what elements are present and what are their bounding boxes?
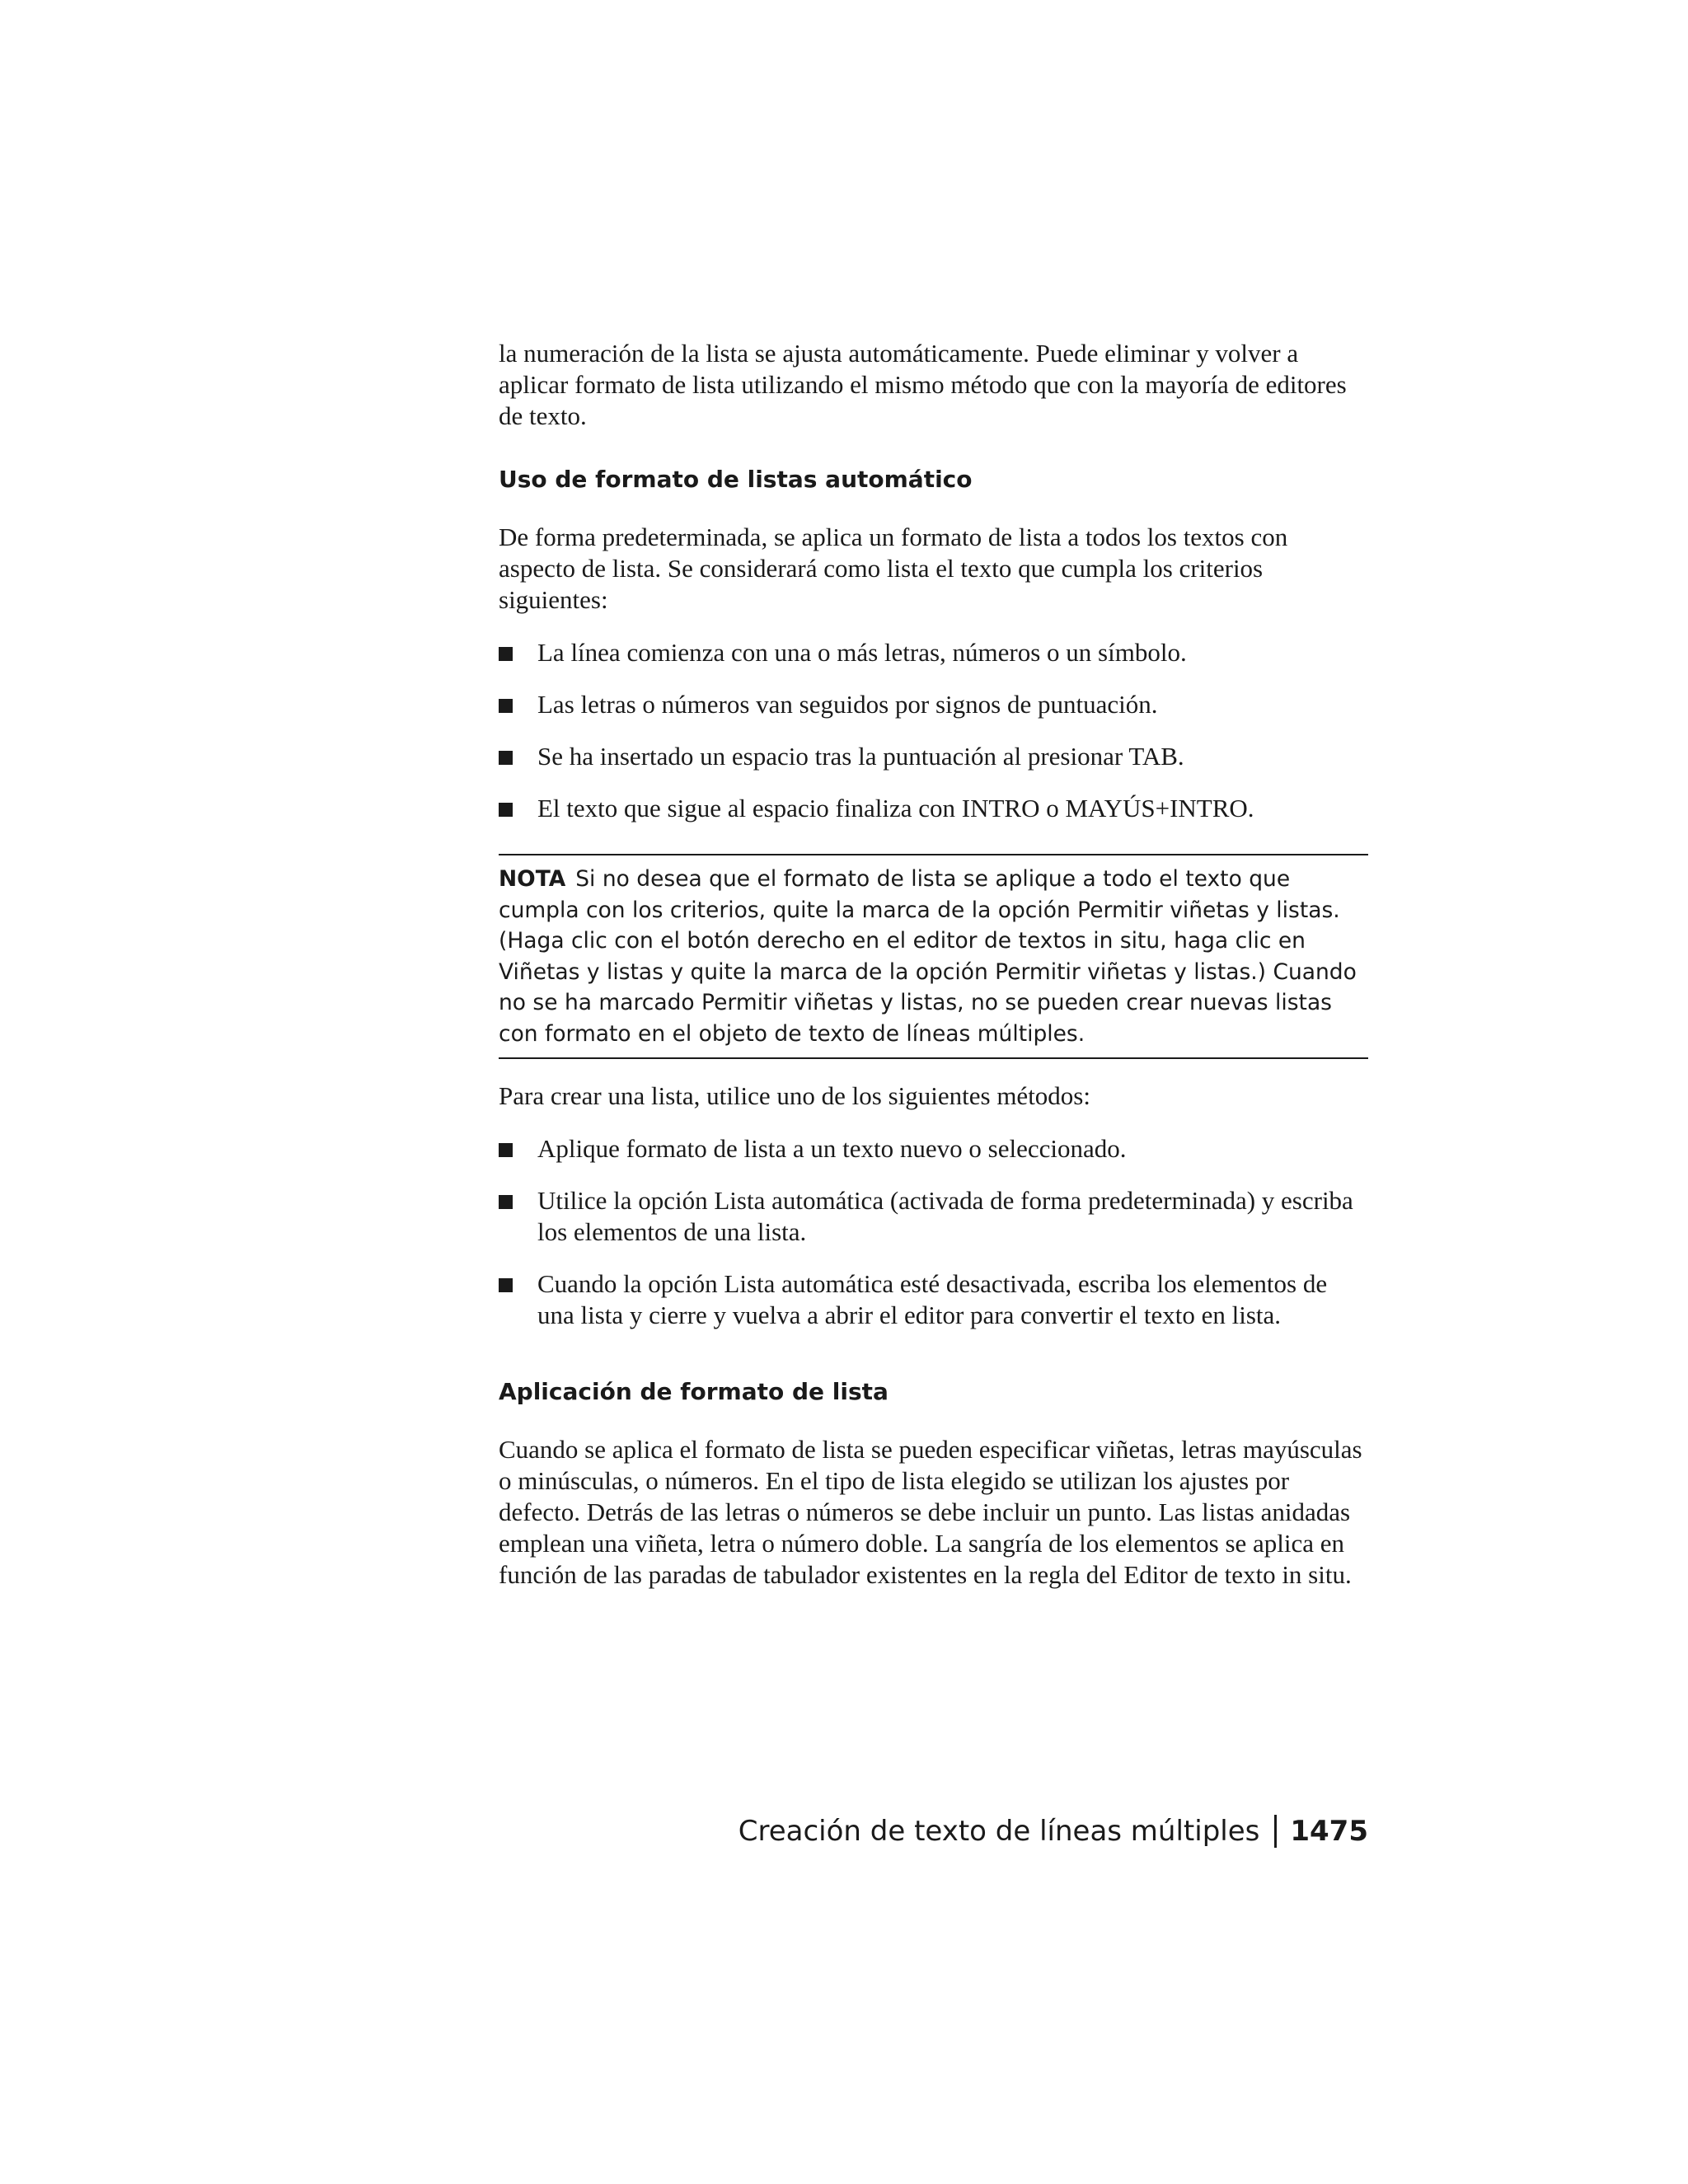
square-bullet-icon [499, 1278, 513, 1292]
footer-chapter-title: Creación de texto de líneas múltiples [738, 1815, 1260, 1848]
list-item-text: Se ha insertado un espacio tras la puntuación al presionar TAB. [537, 742, 1184, 771]
list-item-text: Las letras o números van seguidos por signos de puntuación. [537, 690, 1158, 719]
list-item [499, 1185, 1368, 1248]
page-content [499, 338, 1368, 1591]
criteria-list [499, 637, 1368, 824]
footer-separator [1274, 1815, 1277, 1848]
square-bullet-icon [499, 647, 513, 661]
list-item [499, 1268, 1368, 1331]
list-item [499, 689, 1368, 720]
note-box [499, 854, 1368, 1059]
square-bullet-icon [499, 751, 513, 765]
square-bullet-icon [499, 1195, 513, 1209]
list-item [499, 1133, 1368, 1165]
footer-page-number: 1475 [1290, 1815, 1368, 1848]
section-paragraph-auto-list: De forma predeterminada, se aplica un formato de lista a todos los textos con aspecto de lista. Se considerará como lista el texto que cumpla los criterios siguientes: [499, 523, 1288, 614]
section-heading-apply-list: Aplicación de formato de lista [499, 1378, 889, 1405]
page-footer [738, 1813, 1368, 1849]
methods-paragraph: Para crear una lista, utilice uno de los siguientes métodos: [499, 1081, 1090, 1110]
note-text: Si no desea que el formato de lista se aplique a todo el texto que cumpla con los criterios, quite la marca de la opción Permitir viñetas y listas. (Haga clic con el botón derecho en el editor de textos in situ, haga clic en Viñetas y listas y quite la marca de la opción Permitir viñetas y listas.) Cuando no se ha marcado Permitir viñetas y listas, no se pueden crear nuevas listas con formato en el objeto de texto de líneas múltiples. [499, 866, 1357, 1047]
section-heading-auto-list: Uso de formato de listas automático [499, 466, 973, 493]
list-item-text: La línea comienza con una o más letras, números o un símbolo. [537, 638, 1187, 667]
section-paragraph-apply-list: Cuando se aplica el formato de lista se pueden especificar viñetas, letras mayúsculas o minúsculas, o números. En el tipo de lista elegido se utilizan los ajustes por defecto. Detrás de las letras o números se debe incluir un punto. Las listas anidadas emplean una viñeta, letra o número doble. La sangría de los elementos se aplica en función de las paradas de tabulador existentes en la regla del Editor de texto in situ. [499, 1435, 1362, 1589]
square-bullet-icon [499, 803, 513, 817]
note-label: NOTA [499, 866, 566, 892]
square-bullet-icon [499, 699, 513, 713]
list-item-text: Cuando la opción Lista automática esté desactivada, escriba los elementos de una lista y cierre y vuelva a abrir el editor para convertir el texto en lista. [537, 1269, 1328, 1329]
list-item [499, 741, 1368, 772]
list-item-text: El texto que sigue al espacio finaliza con INTRO o MAYÚS+INTRO. [537, 794, 1254, 823]
list-item-text: Utilice la opción Lista automática (activada de forma predeterminada) y escriba los elementos de una lista. [537, 1186, 1353, 1246]
square-bullet-icon [499, 1143, 513, 1157]
list-item [499, 793, 1368, 824]
list-item [499, 637, 1368, 668]
methods-list [499, 1133, 1368, 1331]
list-item-text: Aplique formato de lista a un texto nuevo o seleccionado. [537, 1134, 1127, 1163]
intro-paragraph: la numeración de la lista se ajusta automáticamente. Puede eliminar y volver a aplicar formato de lista utilizando el mismo método que con la mayoría de editores de texto. [499, 339, 1347, 430]
